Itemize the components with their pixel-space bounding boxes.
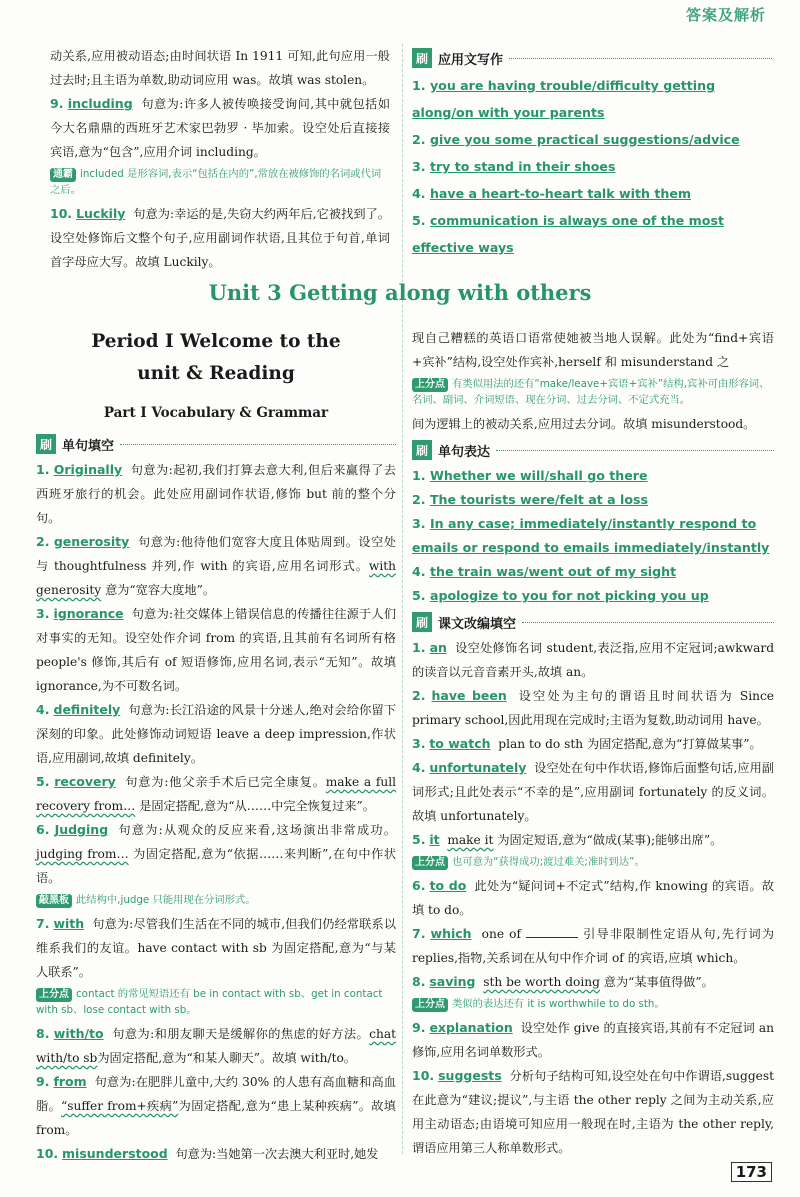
- answer-item: 9. including 句意为:许多人被传唤接受询问,其中就包括如今大名鼎鼎的西班牙艺术家巴勃罗 · 毕加索。设空处后直接接宾语,意为“包含”,应用介词 including。: [50, 96, 391, 159]
- answer-line: 2. give you some practical suggestions/advice: [412, 132, 740, 147]
- answer-item: 9. explanation 设空处作 give 的直接宾语,其前有不定冠词 an 修饰,应用名词单数形式。: [412, 1020, 775, 1059]
- answer-item: 10. misunderstood 句意为:当她第一次去澳大利亚时,她发: [36, 1146, 379, 1161]
- answer-line: 5. apologize to you for not picking you up: [412, 588, 709, 603]
- answer-line: 3. try to stand in their shoes: [412, 159, 616, 174]
- tip-note: 通霸 included 是形容词,表示“包括在内的”,常放在被修饰的名词或代词之后。: [50, 168, 382, 196]
- continued-text: 现自己糟糕的英语口语常使她被当地人误解。此处为“find+宾语+宾补”结构,设空处作宾补,herself 和 misunderstand 之: [412, 331, 774, 369]
- unit-title: Unit 3 Getting along with others: [208, 280, 592, 305]
- answer-item: 4. definitely 句意为:长江沿途的风景十分迷人,绝对会给你留下深刻的印象。此处修饰动词短语 leave a deep impression,作状语,应用副词,故填 definitely。: [36, 702, 397, 765]
- answer-item: 2. have been 设空处为主句的谓语且时间状语为 Since primary school,因此用现在完成时;主语为复数,助动词用 have。: [412, 688, 774, 727]
- answer-item: 2. generosity 句意为:他待他们宽容大度且体贴周到。设空处与 thoughtfulness 并列,作 with 的宾语,应用名词形式。with generosity 意为“宽容大度地”。: [36, 534, 397, 597]
- period-title: Period Ⅰ Welcome to the unit & Reading: [91, 331, 341, 384]
- answer-line: 3. In any case; immediately/instantly respond to emails or respond to emails immediately/instantly: [412, 516, 770, 555]
- brush-badge-icon: 刷: [412, 440, 432, 460]
- tip-note: 上分点 也可意为“获得成功;渡过难关;准时到达”。: [412, 854, 774, 870]
- answer-item: 1. Originally 句意为:起初,我们打算去意大利,但后来赢得了去西班牙旅行的机会。此处应用副词作状语,修饰 but 前的整个分句。: [36, 462, 396, 525]
- brush-badge-icon: 刷: [412, 612, 432, 632]
- answer-line: 5. communication is always one of the most effective ways: [412, 213, 724, 255]
- section-heading: 刷 单句表达: [412, 440, 774, 460]
- tip-note: 上分点 contact 的常见短语还有 be in contact with sb、get in contact with sb、lose contact with sb。: [36, 988, 383, 1016]
- answer-item: 8. with/to 句意为:和朋友聊天是缓解你的焦虑的好方法。chat with/to sb为固定搭配,意为“和某人聊天”。故填 with/to。: [36, 1026, 397, 1065]
- part-title: Part Ⅰ Vocabulary & Grammar: [103, 405, 329, 421]
- brush-badge-icon: 刷: [412, 48, 432, 68]
- answer-item: 7. which one of 引导非限制性定语从句,先行词为 replies,指物,关系词在从句中作介词 of 的宾语,应填 which。: [412, 926, 775, 965]
- top-left-column: [50, 44, 390, 274]
- answer-item: 10. suggests 分析句子结构可知,设空处在句中作谓语,suggest 在此意为“建议;提议”,与主语 the other reply 之间为主动关系,应用主动语态;由语境可知应用一般现在时,主语为 the other reply,谓语应用第三人称单数形式。: [412, 1068, 774, 1155]
- answer-item: 8. saving sth be worth doing 意为“某事值得做”。: [412, 974, 714, 989]
- answer-line: 1. you are having trouble/difficulty getting along/on with your parents: [412, 78, 716, 120]
- left-main-column: [36, 326, 396, 1166]
- answer-item: 7. with 句意为:尽管我们生活在不同的城市,但我们仍经常联系以维系我们的友谊。have contact with sb 为固定搭配,意为“与某人联系”。: [36, 916, 397, 979]
- answer-line: 1. Whether we will/shall go there: [412, 468, 648, 483]
- right-main-column: [412, 326, 774, 1160]
- answer-item: 5. recovery 句意为:他父亲手术后已完全康复。make a full recovery from… 是固定搭配,意为“从……中完全恢复过来”。: [36, 774, 397, 813]
- fill-blank: [526, 925, 578, 938]
- answer-item: 9. from 句意为:在肥胖儿童中,大约 30% 的人患有高血糖和高血脂。“suffer from+疾病”为固定搭配,意为“患上某种疾病”。故填 from。: [36, 1074, 396, 1137]
- tip-note: 敲黑板 此结构中,judge 只能用现在分词形式。: [36, 892, 396, 908]
- top-right-column: [412, 44, 772, 261]
- answer-line: 4. have a heart-to-heart talk with them: [412, 186, 691, 201]
- answer-item: 5. it make it 为固定短语,意为“做成(某事);能够出席”。: [412, 832, 723, 847]
- answer-item: 4. unfortunately 设空处在句中作状语,修饰后面整句话,应用副词形式;且此处表示“不幸的是”,应用副词 fortunately 的反义词。故填 unfortunately。: [412, 760, 775, 823]
- answer-item: 10. Luckily 句意为:幸运的是,失窃大约两年后,它被找到了。设空处修饰后文整个句子,应用副词作状语,且其位于句首,单词首字母应大写。故填 Luckily。: [50, 206, 391, 269]
- answer-line: 4. the train was/went out of my sight: [412, 564, 677, 579]
- answer-item: 3. to watch plan to do sth 为固定搭配,意为“打算做某事”。: [412, 736, 762, 751]
- answer-item: 1. an 设空处修饰名词 student,表泛指,应用不定冠词;awkward 的读音以元音音素开头,故填 an。: [412, 640, 775, 679]
- tip-note: 上分点 类似的表达还有 it is worthwhile to do sth。: [412, 996, 774, 1012]
- brush-badge-icon: 刷: [36, 434, 56, 454]
- answer-item: 6. to do 此处为“疑问词+不定式”结构,作 knowing 的宾语。故填 to do。: [412, 878, 775, 917]
- section-heading: 刷 课文改编填空: [412, 612, 774, 632]
- tip-note: 上分点 有类似用法的还有“make/leave+宾语+宾补”结构,宾补可由形容词、名词、副词、介词短语、现在分词、过去分词、不定式充当。: [412, 378, 770, 406]
- answer-item: 3. ignorance 句意为:社交媒体上错误信息的传播往往源于人们对事实的无知。设空处作介词 from 的宾语,且其前有名词所有格 people's 修饰,其后有 of 短语修饰,应用名词,表示“无知”。故填 ignorance,为不可数名词。: [36, 606, 397, 693]
- section-heading: 刷 单句填空: [36, 434, 396, 454]
- answer-item: 6. Judging 句意为:从观众的反应来看,这场演出非常成功。judging from… 为固定搭配,意为“依据……来判断”,在句中作状语。: [36, 822, 397, 885]
- section-heading: 刷 应用文写作: [412, 48, 772, 68]
- column-divider: [402, 44, 403, 1154]
- answer-line: 2. The tourists were/felt at a loss: [412, 492, 649, 507]
- continued-text: 动关系,应用被动语态;由时间状语 In 1911 可知,此句应用一般过去时;且主语为单数,助动词应用 was。故填 was stolen。: [50, 49, 390, 87]
- page-number: 173: [731, 1162, 772, 1182]
- continued-text: 间为逻辑上的被动关系,应用过去分词。故填 misunderstood。: [412, 417, 756, 431]
- section-header-title: 答案及解析: [685, 6, 766, 24]
